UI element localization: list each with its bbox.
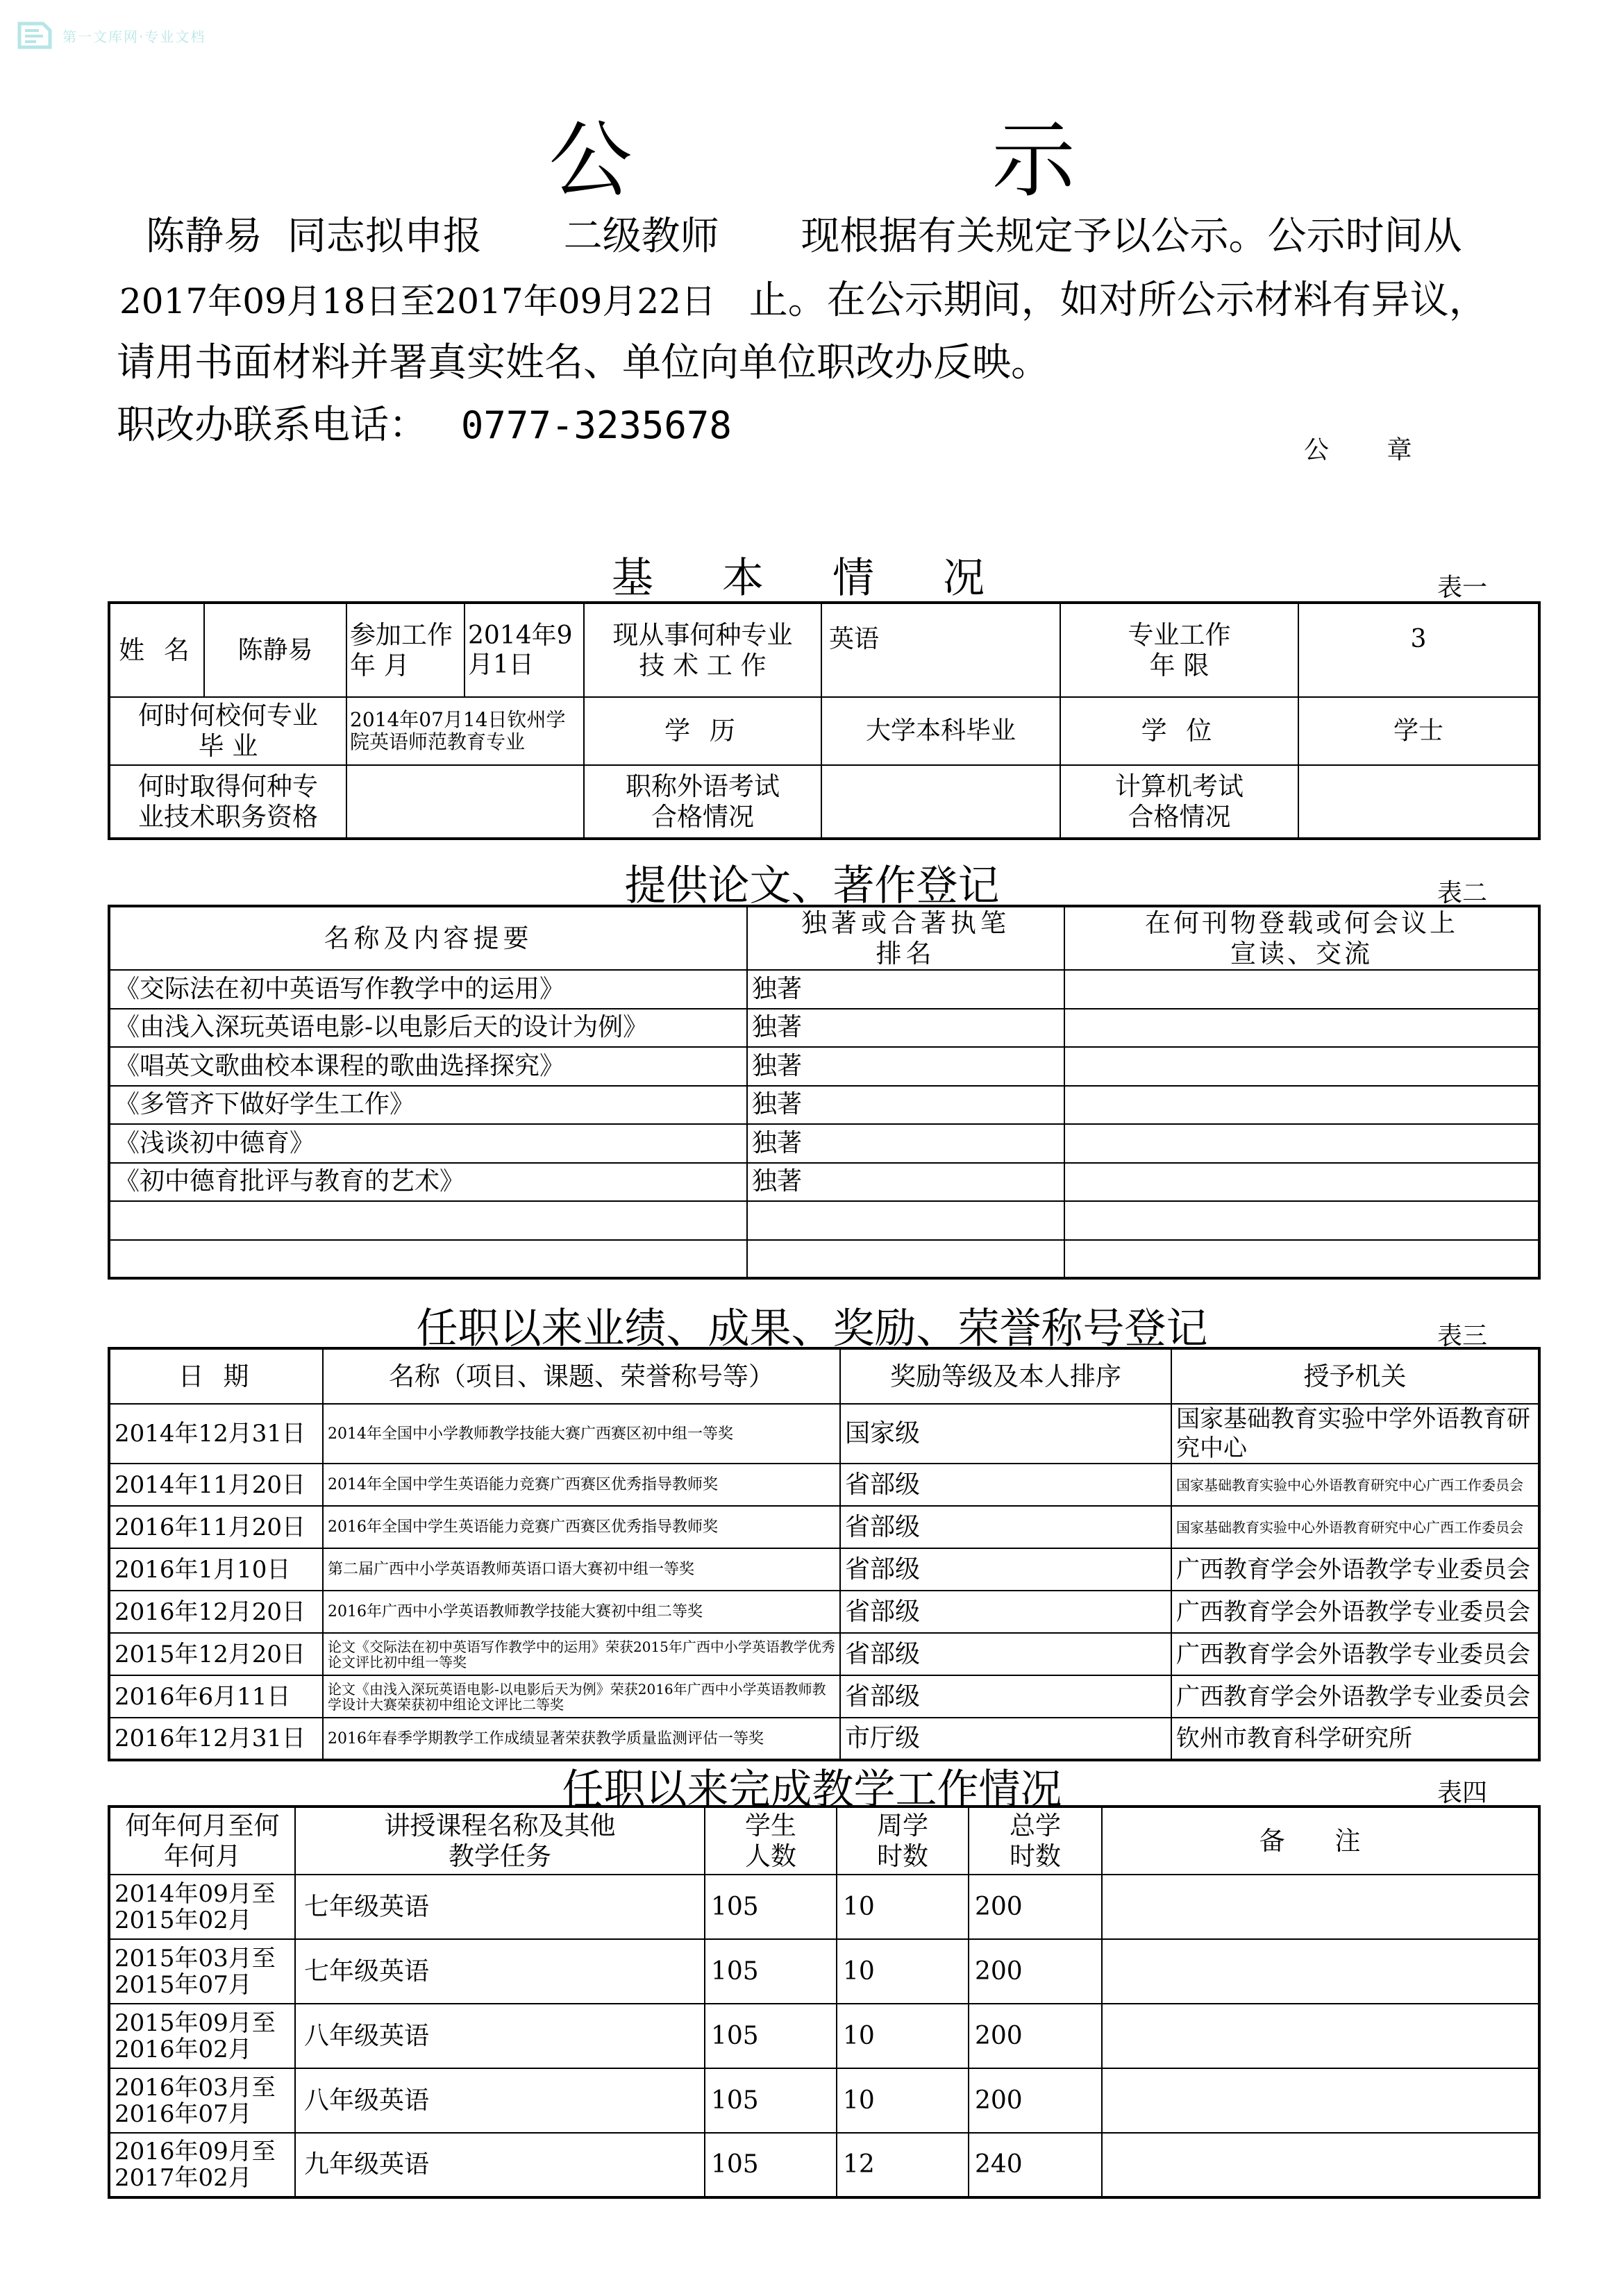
- teaching-weekly: 10: [837, 2068, 969, 2133]
- teaching-remark: [1102, 1875, 1539, 1939]
- paper-author-rank: [747, 1240, 1064, 1279]
- paper-title: [109, 1201, 747, 1240]
- teaching-course: 七年级英语: [295, 1939, 705, 2004]
- work-start-value: 2014年9月1日: [464, 603, 584, 697]
- award-date: 2016年6月11日: [109, 1675, 323, 1718]
- teaching-total: 240: [969, 2133, 1102, 2197]
- award-org: 广西教育学会外语教学专业委员会: [1171, 1633, 1539, 1675]
- awards-header-name: 名称（项目、课题、荣誉称号等）: [323, 1348, 840, 1404]
- teaching-total: 200: [969, 1939, 1102, 2004]
- work-years-label: 专业工作年 限: [1060, 603, 1298, 697]
- name-value: 陈静易: [204, 603, 346, 697]
- award-name: 2016年广西中小学英语教师教学技能大赛初中组二等奖: [323, 1591, 840, 1633]
- notice-name: 陈静易: [146, 214, 262, 259]
- teaching-weekly: 12: [837, 2133, 969, 2197]
- award-org: 国家基础教育实验中心外语教育研究中心广西工作委员会: [1171, 1464, 1539, 1506]
- teaching-weekly: 10: [837, 1875, 969, 1939]
- table1-title: 基 本 情 况: [611, 554, 1013, 603]
- award-org: 国家基础教育实验中心外语教育研究中心广西工作委员会: [1171, 1506, 1539, 1548]
- teaching-weekly: 10: [837, 2004, 969, 2068]
- paper-venue: [1064, 1201, 1539, 1240]
- table2-no: 表二: [1437, 879, 1488, 907]
- notice-phrase1: 同志拟申报: [287, 214, 482, 259]
- table3-no: 表三: [1437, 1322, 1488, 1350]
- papers-header-venue: 在何刊物登载或何会议上宣读、交流: [1064, 906, 1539, 970]
- teaching-total: 200: [969, 2004, 1102, 2068]
- award-date: 2015年12月20日: [109, 1633, 323, 1675]
- qual-value: [346, 765, 584, 839]
- comp-exam-value: [1298, 765, 1539, 839]
- awards-row: [109, 1548, 1539, 1591]
- papers-row: [109, 1163, 1539, 1202]
- awards-row: [109, 1404, 1539, 1464]
- teaching-row: [109, 2004, 1539, 2068]
- notice-line-2: [119, 269, 1488, 325]
- qual-label: 何时取得何种专业技术职务资格: [109, 765, 346, 839]
- paper-venue: [1064, 1047, 1539, 1086]
- awards-row: [109, 1506, 1539, 1548]
- teaching-students: 105: [705, 1875, 837, 1939]
- award-name: 2016年春季学期教学工作成绩显著荣获教学质量监测评估一等奖: [323, 1718, 840, 1760]
- work-start-label: 参加工作年 月: [346, 603, 464, 697]
- paper-title: 《多管齐下做好学生工作》: [109, 1086, 747, 1125]
- papers-header-title: 名称及内容提要: [109, 906, 747, 970]
- award-date: 2014年11月20日: [109, 1464, 323, 1506]
- papers-header-author: 独著或合著执笔排名: [747, 906, 1064, 970]
- work-years-value: 3: [1298, 603, 1539, 697]
- papers-table: [108, 905, 1541, 1280]
- notice-dates: 2017年09月18日至2017年09月22日: [119, 281, 716, 321]
- papers-row: [109, 1201, 1539, 1240]
- teaching-header-students: 学生人数: [705, 1807, 837, 1875]
- paper-venue: [1064, 970, 1539, 1009]
- teaching-period: 2016年03月至2016年07月: [109, 2068, 295, 2133]
- teaching-students: 105: [705, 2068, 837, 2133]
- paper-title: 《唱英文歌曲校本课程的歌曲选择探究》: [109, 1047, 747, 1086]
- awards-header-date: 日 期: [109, 1348, 323, 1404]
- awards-header-org: 授予机关: [1171, 1348, 1539, 1404]
- awards-row: [109, 1591, 1539, 1633]
- papers-row: [109, 970, 1539, 1009]
- teaching-remark: [1102, 1939, 1539, 2004]
- award-name: 第二届广西中小学英语教师英语口语大赛初中组一等奖: [323, 1548, 840, 1591]
- lang-exam-label: 职称外语考试合格情况: [584, 765, 821, 839]
- award-name: 2016年全国中学生英语能力竞赛广西赛区优秀指导教师奖: [323, 1506, 840, 1548]
- paper-author-rank: 独著: [747, 970, 1064, 1009]
- papers-row: [109, 1047, 1539, 1086]
- table1-no: 表一: [1437, 573, 1488, 602]
- degree-label: 学 位: [1060, 697, 1298, 765]
- seal-label: 公 章: [1304, 436, 1437, 464]
- papers-row: [109, 1240, 1539, 1279]
- teaching-students: 105: [705, 2004, 837, 2068]
- award-level: 省部级: [840, 1548, 1171, 1591]
- paper-title: 《交际法在初中英语写作教学中的运用》: [109, 970, 747, 1009]
- papers-row: [109, 1086, 1539, 1125]
- paper-venue: [1064, 1163, 1539, 1202]
- comp-exam-label: 计算机考试合格情况: [1060, 765, 1298, 839]
- teaching-course: 七年级英语: [295, 1875, 705, 1939]
- page-title: 公 示: [549, 112, 1242, 209]
- table3-title: 任职以来业绩、成果、奖励、荣誉称号登记: [416, 1305, 1208, 1353]
- award-level: 省部级: [840, 1464, 1171, 1506]
- notice-line-1: [146, 206, 1462, 261]
- wenku-logo-icon: [15, 19, 54, 51]
- paper-venue: [1064, 1009, 1539, 1048]
- watermark-text: 第一文库网·专业文档: [62, 28, 206, 45]
- award-level: 省部级: [840, 1675, 1171, 1718]
- award-date: 2016年12月31日: [109, 1718, 323, 1760]
- award-date: 2016年1月10日: [109, 1548, 323, 1591]
- awards-table: [108, 1347, 1541, 1761]
- paper-venue: [1064, 1240, 1539, 1279]
- teaching-course: 九年级英语: [295, 2133, 705, 2197]
- award-level: 国家级: [840, 1404, 1171, 1464]
- award-org: 国家基础教育实验中学外语教育研究中心: [1171, 1404, 1539, 1464]
- paper-author-rank: 独著: [747, 1124, 1064, 1163]
- notice-line-3: 请用书面材料并署真实姓名、单位向单位职改办反映。: [117, 340, 1050, 385]
- teaching-header-course: 讲授课程名称及其他教学任务: [295, 1807, 705, 1875]
- grad-label: 何时何校何专业毕 业: [109, 697, 346, 765]
- papers-row: [109, 1009, 1539, 1048]
- lang-exam-value: [821, 765, 1060, 839]
- teaching-remark: [1102, 2133, 1539, 2197]
- award-level: 省部级: [840, 1591, 1171, 1633]
- teaching-row: [109, 1875, 1539, 1939]
- award-level: 省部级: [840, 1633, 1171, 1675]
- teaching-table: [108, 1805, 1541, 2199]
- paper-author-rank: 独著: [747, 1009, 1064, 1048]
- paper-venue: [1064, 1086, 1539, 1125]
- paper-author-rank: 独著: [747, 1047, 1064, 1086]
- award-name: 论文《交际法在初中英语写作教学中的运用》荣获2015年广西中小学英语教学优秀论文评比初中组一等奖: [323, 1633, 840, 1675]
- award-org: 钦州市教育科学研究所: [1171, 1718, 1539, 1760]
- phone-number: 0777-3235678: [460, 403, 732, 447]
- award-name: 2014年全国中小学教师教学技能大赛广西赛区初中组一等奖: [323, 1404, 840, 1464]
- teaching-period: 2015年03月至2015年07月: [109, 1939, 295, 2004]
- watermark-logo: [15, 18, 206, 53]
- award-org: 广西教育学会外语教学专业委员会: [1171, 1675, 1539, 1718]
- table4-title: 任职以来完成教学工作情况: [562, 1766, 1062, 1814]
- award-name: 2014年全国中学生英语能力竞赛广西赛区优秀指导教师奖: [323, 1464, 840, 1506]
- teaching-row: [109, 1939, 1539, 2004]
- award-org: 广西教育学会外语教学专业委员会: [1171, 1591, 1539, 1633]
- award-date: 2016年12月20日: [109, 1591, 323, 1633]
- teaching-course: 八年级英语: [295, 2004, 705, 2068]
- degree-value: 学士: [1298, 697, 1539, 765]
- teaching-header-total: 总学时数: [969, 1807, 1102, 1875]
- teaching-remark: [1102, 2068, 1539, 2133]
- award-name: 论文《由浅入深玩英语电影-以电影后天为例》荣获2016年广西中小学英语教师教学设计大赛荣获初中组论文评比二等奖: [323, 1675, 840, 1718]
- notice-phrase2: 现根据有关规定予以公示。公示时间从: [801, 214, 1462, 259]
- award-date: 2014年12月31日: [109, 1404, 323, 1464]
- paper-author-rank: 独著: [747, 1163, 1064, 1202]
- edu-label: 学 历: [584, 697, 821, 765]
- paper-venue: [1064, 1124, 1539, 1163]
- teaching-course: 八年级英语: [295, 2068, 705, 2133]
- table4-no: 表四: [1437, 1779, 1488, 1807]
- teaching-total: 200: [969, 1875, 1102, 1939]
- paper-title: 《初中德育批评与教育的艺术》: [109, 1163, 747, 1202]
- teaching-period: 2016年09月至2017年02月: [109, 2133, 295, 2197]
- teaching-students: 105: [705, 2133, 837, 2197]
- paper-author-rank: [747, 1201, 1064, 1240]
- teaching-row: [109, 2068, 1539, 2133]
- notice-title-applied: 二级教师: [563, 214, 719, 259]
- teaching-period: 2014年09月至2015年02月: [109, 1875, 295, 1939]
- award-level: 市厅级: [840, 1718, 1171, 1760]
- papers-row: [109, 1124, 1539, 1163]
- teaching-students: 105: [705, 1939, 837, 2004]
- paper-title: [109, 1240, 747, 1279]
- table2-title: 提供论文、著作登记: [624, 862, 1000, 910]
- teaching-row: [109, 2133, 1539, 2197]
- awards-header-level: 奖励等级及本人排序: [840, 1348, 1171, 1404]
- notice-line-4: [117, 394, 732, 450]
- teaching-header-weekly: 周学时数: [837, 1807, 969, 1875]
- teaching-period: 2015年09月至2016年02月: [109, 2004, 295, 2068]
- teaching-weekly: 10: [837, 1939, 969, 2004]
- phone-label: 职改办联系电话：: [117, 403, 428, 448]
- paper-title: 《浅谈初中德育》: [109, 1124, 747, 1163]
- name-label: 姓 名: [109, 603, 204, 697]
- award-org: 广西教育学会外语教学专业委员会: [1171, 1548, 1539, 1591]
- current-major-value: 英语: [821, 603, 1060, 697]
- basic-info-table: [108, 601, 1541, 840]
- teaching-total: 200: [969, 2068, 1102, 2133]
- paper-author-rank: 独著: [747, 1086, 1064, 1125]
- current-major-label: 现从事何种专业技 术 工 作: [584, 603, 821, 697]
- teaching-header-remark: 备 注: [1102, 1807, 1539, 1875]
- grad-value: 2014年07月14日钦州学院英语师范教育专业: [346, 697, 584, 765]
- award-level: 省部级: [840, 1506, 1171, 1548]
- award-date: 2016年11月20日: [109, 1506, 323, 1548]
- edu-value: 大学本科毕业: [821, 697, 1060, 765]
- teaching-header-period: 何年何月至何年何月: [109, 1807, 295, 1875]
- paper-title: 《由浅入深玩英语电影-以电影后天的设计为例》: [109, 1009, 747, 1048]
- awards-row: [109, 1675, 1539, 1718]
- awards-row: [109, 1718, 1539, 1760]
- teaching-remark: [1102, 2004, 1539, 2068]
- awards-row: [109, 1633, 1539, 1675]
- notice-phrase3: 止。在公示期间，如对所公示材料有异议，: [748, 278, 1488, 323]
- awards-row: [109, 1464, 1539, 1506]
